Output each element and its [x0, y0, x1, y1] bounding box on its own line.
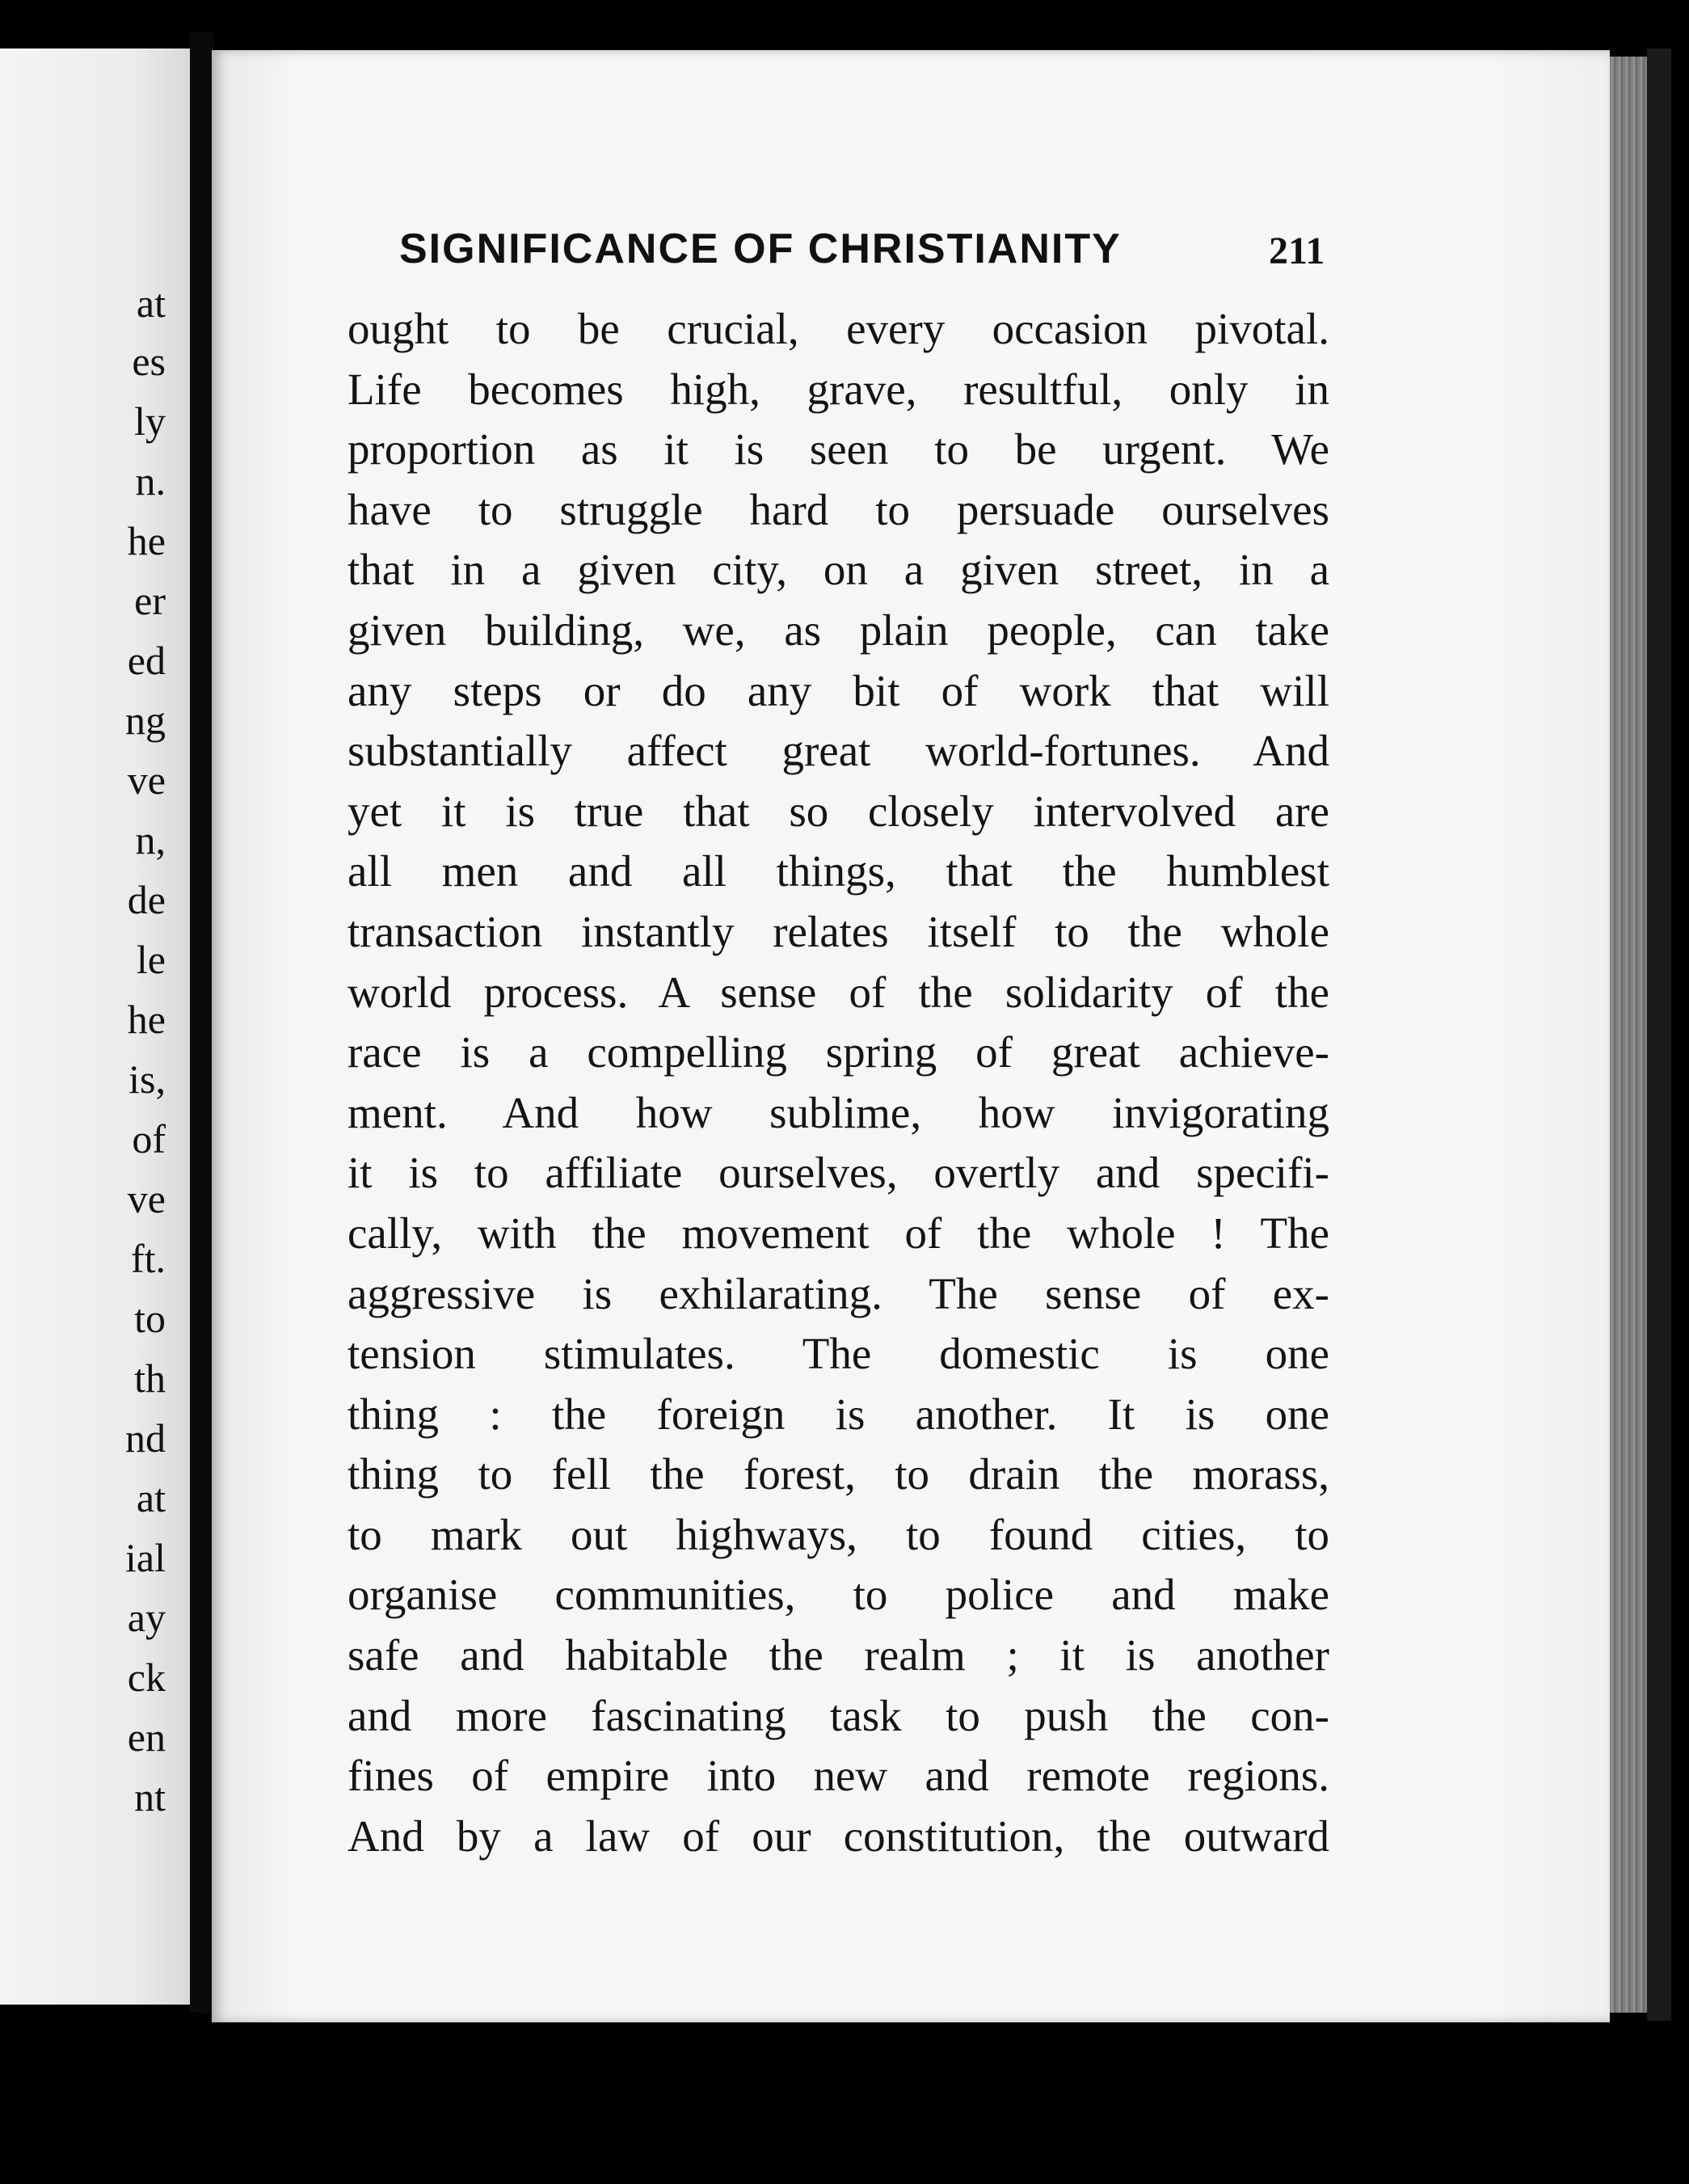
text-line: And by a law of our constitution, the outward	[347, 1811, 1329, 1861]
left-page-fragment: nd	[125, 1415, 166, 1461]
left-page-fragment: le	[136, 937, 166, 982]
text-line: yet it is true that so closely intervolved are	[347, 786, 1329, 836]
page-number: 211	[1269, 230, 1325, 272]
left-page-fragment: ve	[127, 757, 166, 803]
text-line: any steps or do any bit of work that will	[347, 665, 1329, 715]
text-line: transaction instantly relates itself to the whole	[347, 906, 1329, 956]
text-line: Life becomes high, grave, resultful, only in	[347, 364, 1329, 414]
running-head: SIGNIFICANCE OF CHRISTIANITY	[399, 226, 1122, 272]
left-page-fragment: de	[127, 877, 166, 922]
text-line: organise communities, to police and make	[347, 1570, 1329, 1620]
left-page-fragment: of	[132, 1116, 166, 1162]
text-line: substantially affect great world-fortunes. And	[347, 726, 1329, 776]
text-line: and more fascinating task to push the con-	[347, 1690, 1329, 1740]
text-line: all men and all things, that the humblest	[347, 846, 1329, 896]
left-page-fragment: en	[127, 1714, 166, 1760]
left-page-fragment: ed	[127, 638, 166, 683]
text-line: tension stimulates. The domestic is one	[347, 1329, 1329, 1379]
left-page-fragment: at	[136, 1475, 166, 1520]
left-page-fragment: at	[136, 280, 166, 326]
left-page	[0, 48, 190, 2005]
text-line: safe and habitable the realm ; it is another	[347, 1630, 1329, 1680]
text-line: ought to be crucial, every occasion pivotal.	[347, 304, 1329, 353]
text-line: given building, we, as plain people, can take	[347, 605, 1329, 655]
left-page-fragment: ng	[125, 698, 166, 743]
left-page-fragment: nt	[134, 1774, 166, 1819]
text-line: cally, with the movement of the whole ! The	[347, 1208, 1329, 1258]
text-line: have to struggle hard to persuade ourselves	[347, 484, 1329, 534]
left-page-fragment: es	[132, 339, 166, 384]
left-page-fragment: th	[134, 1356, 166, 1401]
left-page-fragment: ay	[127, 1595, 166, 1640]
text-line: thing to fell the forest, to drain the morass,	[347, 1449, 1329, 1499]
text-line: that in a given city, on a given street, in a	[347, 545, 1329, 595]
text-line: ment. And how sublime, how invigorating	[347, 1087, 1329, 1137]
left-page-fragment: ly	[134, 398, 166, 444]
text-line: thing : the foreign is another. It is one	[347, 1389, 1329, 1439]
left-page-fragment: n.	[135, 458, 166, 504]
left-page-fragment: he	[127, 518, 166, 563]
text-line: to mark out highways, to found cities, to	[347, 1509, 1329, 1559]
left-page-fragment: ial	[125, 1535, 166, 1580]
left-page-fragment: to	[134, 1296, 166, 1341]
left-page-fragment: er	[134, 578, 166, 623]
text-line: aggressive is exhilarating. The sense of ex-	[347, 1268, 1329, 1318]
text-line: it is to affiliate ourselves, overtly and specifi-	[347, 1148, 1329, 1198]
text-line: proportion as it is seen to be urgent. We	[347, 424, 1329, 474]
left-page-fragment: he	[127, 997, 166, 1042]
page-edge-shadow	[1647, 48, 1671, 2021]
left-page-fragment: ve	[127, 1176, 166, 1221]
text-line: race is a compelling spring of great achieve-	[347, 1027, 1329, 1077]
left-page-fragment: n,	[135, 817, 166, 862]
book-gutter	[190, 32, 214, 2013]
left-page-fragment: ft.	[130, 1236, 166, 1281]
left-page-fragment: ck	[127, 1655, 166, 1700]
body-text	[347, 299, 1329, 1866]
page-edge	[1610, 57, 1647, 2013]
left-page-fragment: is,	[128, 1056, 166, 1102]
text-line: fines of empire into new and remote regions.	[347, 1751, 1329, 1801]
text-line: world process. A sense of the solidarity of the	[347, 967, 1329, 1017]
